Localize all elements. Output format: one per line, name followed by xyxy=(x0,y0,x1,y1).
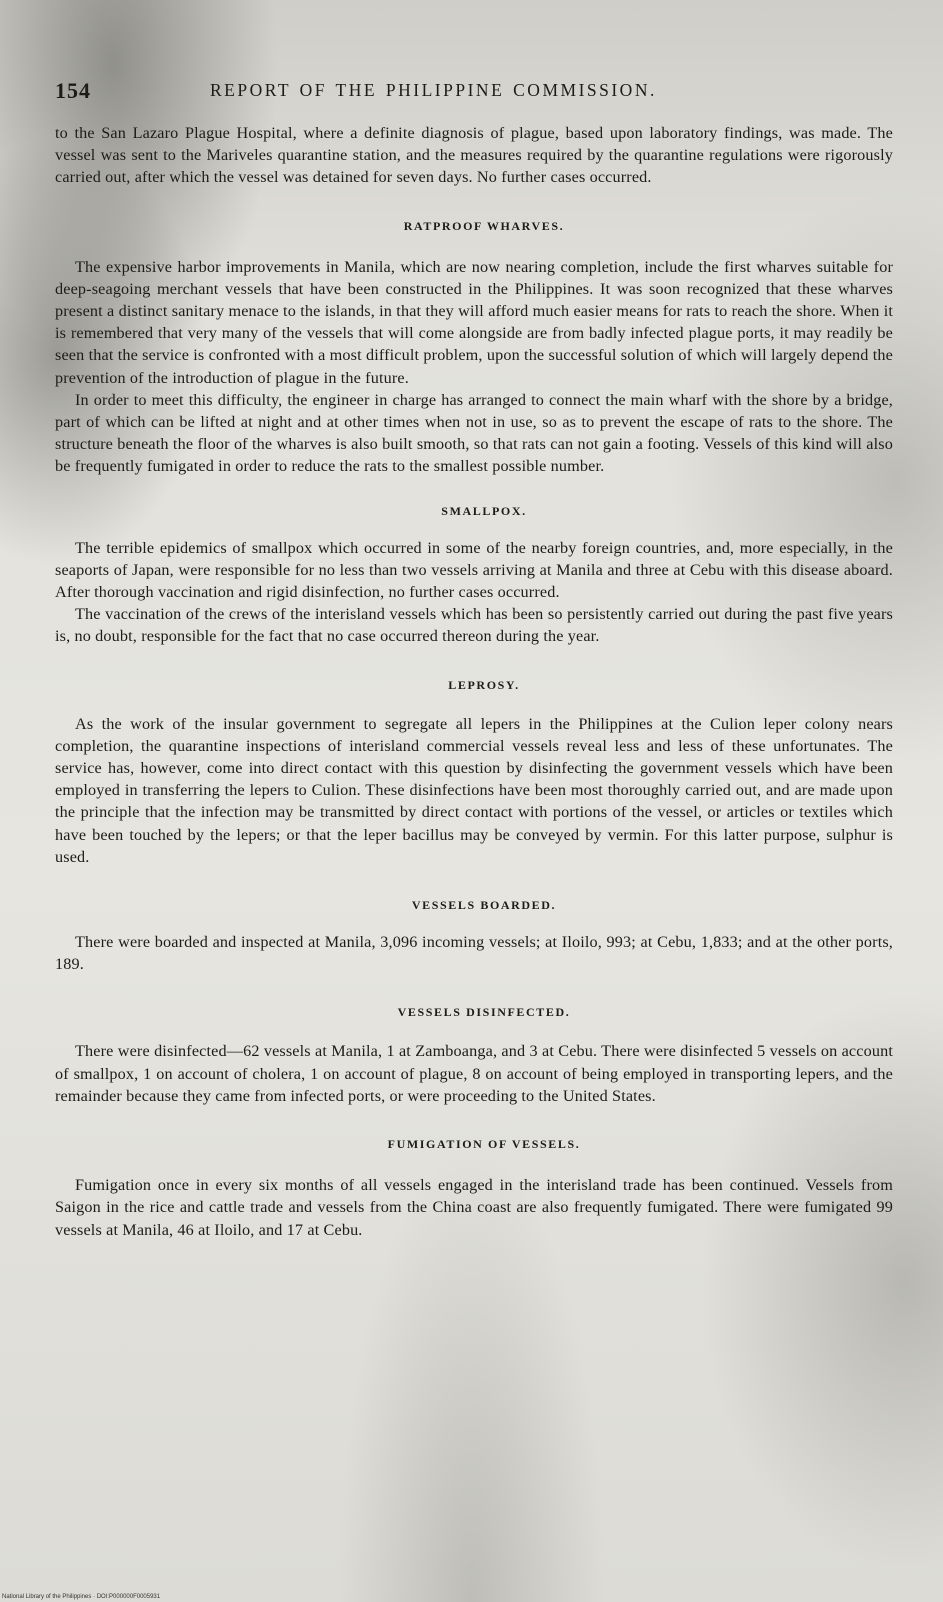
page-header xyxy=(55,78,905,108)
section-heading-smallpox: SMALLPOX. xyxy=(441,503,527,518)
running-title: REPORT OF THE PHILIPPINE COMMISSION. xyxy=(210,80,657,100)
body-paragraph: to the San Lazaro Plague Hospital, where a definite diagnosis of plague, based upon laboratory findings, was made. The vessel was sent to the Mariveles quarantine station, and the measures required by the quarantine regulations were rigorously carried out, after which the vessel was detained for seven days. No further cases occurred. xyxy=(55,124,893,187)
section-heading-ratproof-wharves: RATPROOF WHARVES. xyxy=(403,218,565,233)
body-paragraph: There were disinfected—62 vessels at Manila, 1 at Zamboanga, and 3 at Cebu. There were disinfected 5 vessels on account of smallpox, 1 on account of cholera, 1 on account of plague, 8 on account of being employed in transporting lepers, and the remainder because they came from infected ports, or were proceeding to the United States. xyxy=(55,1042,893,1105)
body-paragraph: The expensive harbor improvements in Manila, which are now nearing completion, include the first wharves suitable for deep-seagoing merchant vessels that have been constructed in the Philippines. It was soon recognized that these wharves present a distinct sanitary menace to the islands, in that they will afford much easier means for rats to reach the shore. When it is remembered that very many of the vessels that will come alongside are from badly infected plague ports, it may readily be seen that the service is confronted with a most difficult problem, upon the successful solution of which will largely depend the prevention of the introduction of plague in the future. xyxy=(55,257,893,387)
page-number: 154 xyxy=(55,78,91,103)
body-paragraph: The vaccination of the crews of the interisland vessels which has been so persistently carried out during the past five years is, no doubt, responsible for the fact that no case occurred thereon during the year. xyxy=(55,605,893,646)
body-paragraph: As the work of the insular government to segregate all lepers in the Philippines at the Culion leper colony nears completion, the quarantine inspections of interisland commercial vessels reveal less and less of these unfortunates. The service has, however, come into direct contact with this question by disinfecting the government vessels which have been employed in transferring the lepers to Culion. These disinfections have been most thoroughly carried out, and are made upon the principle that the infection may be transmitted by direct contact with portions of the vessel, or articles or textiles which have been touched by the lepers; or that the leper bacillus may be conveyed by vermin. For this latter purpose, sulphur is used. xyxy=(55,714,893,866)
body-paragraph: The terrible epidemics of smallpox which occurred in some of the nearby foreign countries, and, more especially, in the seaports of Japan, were responsible for no less than two vessels arriving at Manila and three at Cebu with this disease aboard. After thorough vaccination and rigid disinfection, no further cases occurred. xyxy=(55,538,893,602)
section-heading-vessels-boarded: VESSELS BOARDED. xyxy=(411,898,557,913)
body-paragraph: Fumigation once in every six months of all vessels engaged in the interisland trade has been continued. Vessels from Saigon in the rice and cattle trade and vessels from the China coast are also frequently fumigated. There were fumigated 99 vessels at Manila, 46 at Iloilo, and 17 at Cebu. xyxy=(55,1176,893,1239)
section-heading-leprosy: LEPROSY. xyxy=(448,677,520,692)
section-heading-vessels-disinfected: VESSELS DISINFECTED. xyxy=(397,1005,571,1020)
body-paragraph: In order to meet this difficulty, the engineer in charge has arranged to connect the main wharf with the shore by a bridge, part of which can be lifted at night and at other times when not in use, so as to prevent the escape of rats to the shore. The structure beneath the floor of the wharves is also built smooth, so that rats can not gain a footing. Vessels of this kind will also be frequently fumigated in order to reduce the rats to the smallest possible number. xyxy=(55,390,893,476)
scan-credit: National Library of the Philippines · DOI:P000000F0005931 xyxy=(2,1594,161,1600)
section-heading-fumigation-of-vessels: FUMIGATION OF VESSELS. xyxy=(387,1137,581,1152)
page-body xyxy=(55,122,893,1241)
body-paragraph: There were boarded and inspected at Manila, 3,096 incoming vessels; at Iloilo, 993; at Cebu, 1,833; and at the other ports, 189. xyxy=(55,933,893,974)
